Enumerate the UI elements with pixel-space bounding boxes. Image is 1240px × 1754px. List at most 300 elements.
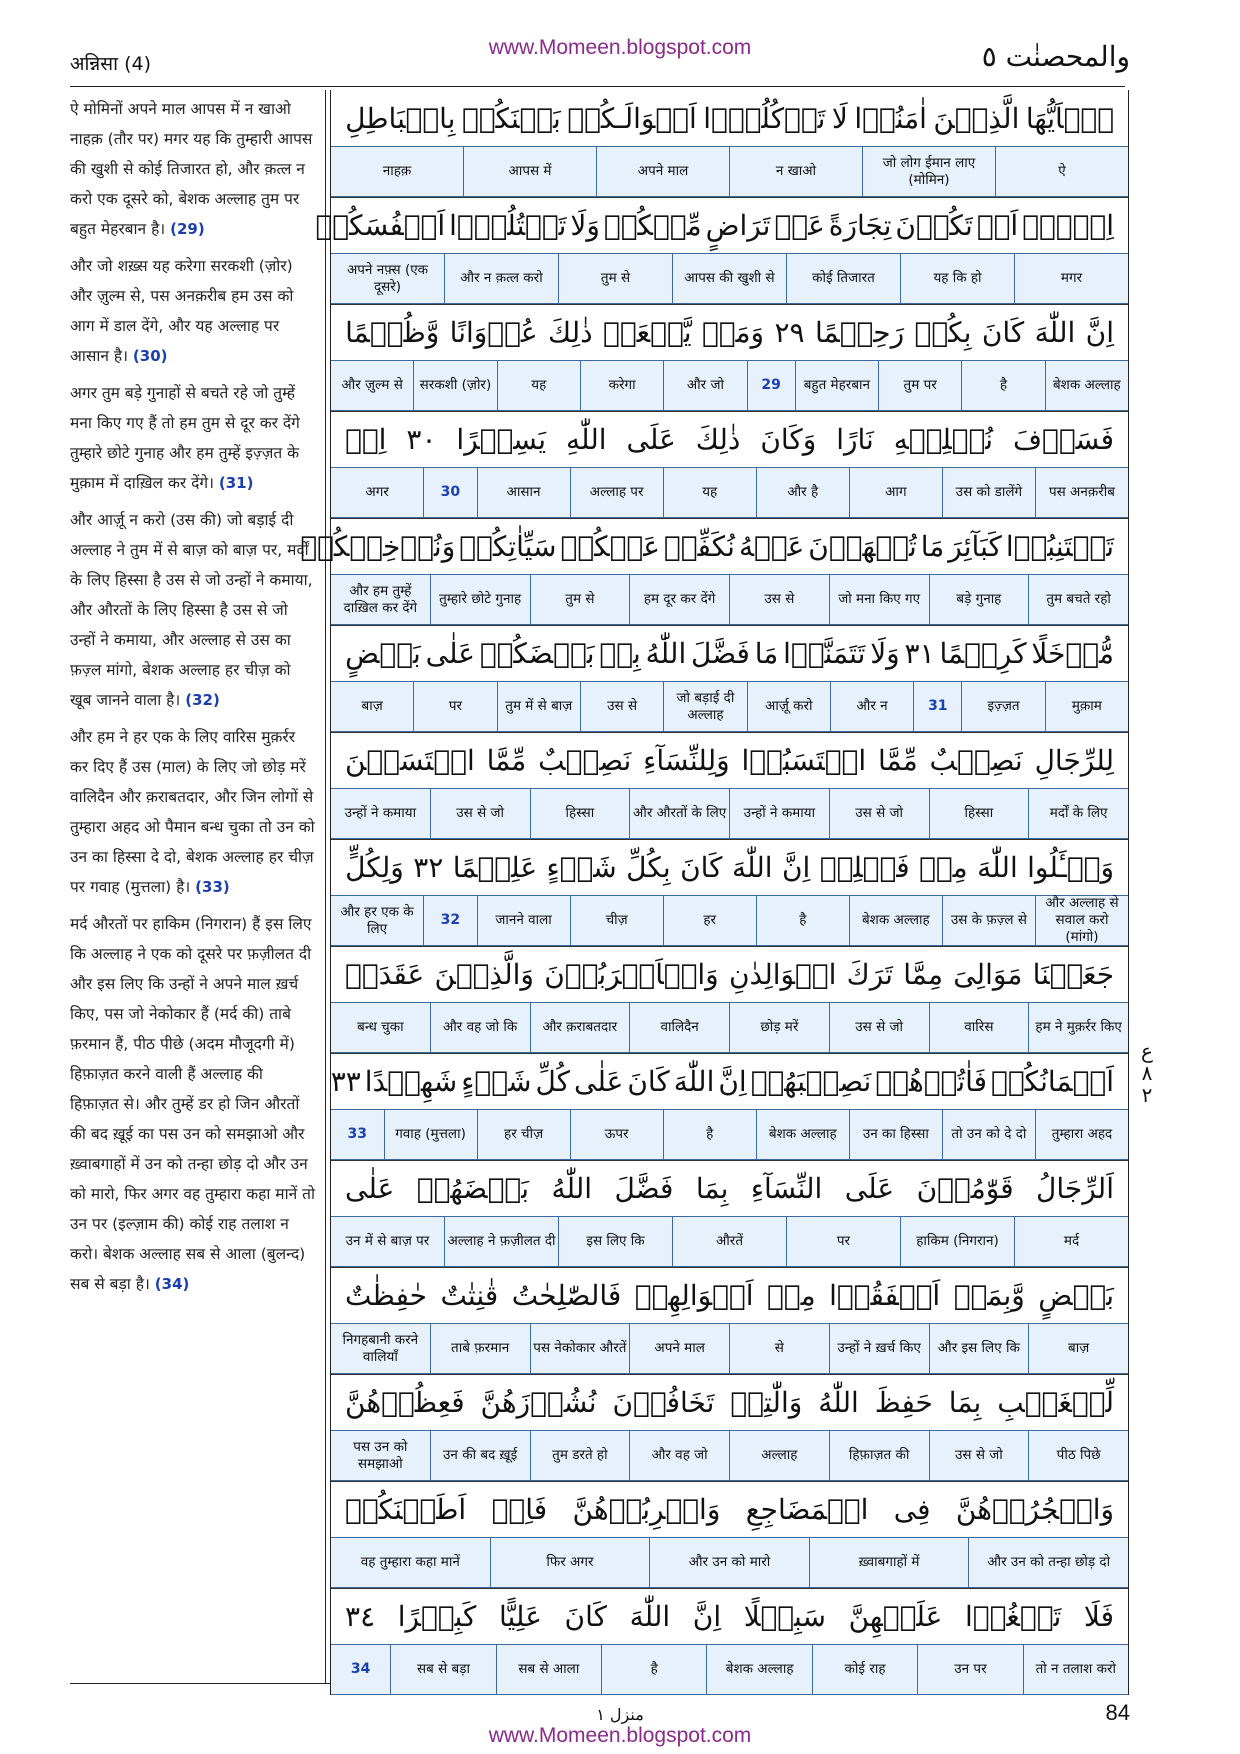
translation-paragraph [70,722,316,902]
arabic-word: فَاِنۡ [491,1493,548,1526]
gloss-cell: बाज़ [361,698,383,714]
gloss-cell: वारिस [929,1003,1029,1052]
gloss-row [331,895,1128,946]
gloss-cell: तुम्हारे छोटे गुनाह [430,575,530,624]
arabic-word: نَارًا [836,423,874,456]
arabic-word: فَعِظُوۡهُنَّ [345,1386,465,1419]
gloss-cell: तुम्हारा अहद [1035,1110,1128,1159]
ruku-marker-glyph: ع [1141,1039,1153,1063]
gloss-cell: और है [756,468,849,517]
gloss-row [331,681,1128,732]
arabic-word: كَبَآئِرَ [948,530,1002,563]
gloss-cell: उस से जो [430,789,530,838]
arabic-word: بَعۡضَهُمۡ [416,1172,529,1205]
gloss-cell: हम ने मुक़र्रर किए [1028,1003,1128,1052]
gloss-verse-number: 31 [913,682,961,731]
gloss-cell: है [663,1110,756,1159]
gloss-row [331,1537,1128,1588]
arabic-line [331,625,1128,681]
arabic-line [315,197,1128,253]
arabic-line [331,839,1128,895]
arabic-word: الَّذِيۡنَ [933,101,1020,135]
gloss-row [331,1644,1128,1695]
gloss-cell: पस उन को समझाओ [353,1438,408,1472]
arabic-line [331,946,1128,1002]
gloss-cell: बेशक अल्लाह [706,1645,811,1694]
arabic-word: بِمَا [695,1172,729,1205]
arabic-word: مَا [920,530,945,563]
gloss-cell: ताबे फ़रमान [430,1324,530,1373]
gloss-cell: वह तुम्हारा कहा मानें [360,1554,460,1570]
arabic-word: ذٰلِكَ [548,316,593,349]
arabic-word: ٣٤ [345,1600,376,1633]
translation-paragraph [70,378,316,498]
arabic-word: سَيِّاٰتِكُمۡ [459,530,557,563]
gloss-cell: अपने माल [629,1324,729,1373]
translation-text: ऐ मोमिनों अपने माल आपस में न खाओ नाहक़ (तौर पर) मगर यह कि तुम्हारी आपस की खुशी से कोई तिजारत हो, और क़त्ल न करो एक दूसरे को, बेशक अल्लाह तुम पर बहुत मेहरबान है। [70,100,313,238]
gloss-row [331,1109,1128,1160]
arabic-word: اللّٰهُ [645,637,687,670]
arabic-word: كَانَ [564,1600,607,1633]
arabic-word: عَنۡهُ [738,530,805,563]
ruku-marker-glyph: ٨ [1141,1061,1153,1085]
gloss-cell: उन का हिस्सा [849,1110,942,1159]
arabic-word: فَضَّلَ [614,1172,674,1205]
arabic-word: نَصِيۡبَهُمۡ [750,1065,872,1098]
gloss-cell: आर्ज़ू करो [747,682,830,731]
gloss-cell: ऐ [995,147,1128,196]
arabic-word: الۡوَالِدٰنِ [728,958,837,991]
arabic-word: لَا [831,101,848,135]
arabic-line [331,1160,1128,1216]
translation-paragraph [70,251,316,371]
gloss-cell: और वह जो [629,1431,729,1480]
gloss-cell: न खाओ [729,147,862,196]
gloss-cell: नाहक़ [382,163,412,179]
gloss-cell: और वह जो कि [430,1003,530,1052]
arabic-word: الۡمَضَاجِعِ [745,1493,869,1526]
arabic-word: رَحِيۡمًا [814,316,905,349]
arabic-word: عَنۡكُمۡ [560,530,660,563]
arabic-word: اَنۡ [976,209,1019,242]
gloss-cell: तुम डरते हो [530,1431,630,1480]
arabic-word: وَالَّذِيۡنَ [434,958,534,991]
arabic-word: تَقۡتُلُوۡۤا [449,209,567,242]
arabic-word: ٣٢ [413,851,444,884]
gloss-row [331,146,1128,197]
gloss-row [331,574,1128,625]
arabic-word: فَضَّلَ [691,637,750,670]
arabic-word: كَرِيۡمًا [939,637,1027,670]
arabic-word: اللّٰهَ [1034,316,1076,349]
gloss-cell: है [601,1645,706,1694]
arabic-word: قٰنِتٰتٌ [440,1279,499,1312]
gloss-cell: ख़्वाबगाहों में [809,1538,969,1587]
gloss-cell: पर [786,1217,900,1266]
gloss-cell: और उन को तन्हा छोड़ दो [968,1538,1128,1587]
arabic-word: اٰمَنُوۡا [854,101,927,135]
gloss-cell: है [756,896,849,945]
gloss-cell: और हम तुम्हें दाख़िल कर देंगे [343,582,418,616]
translation-text: अगर तुम बड़े गुनाहों से बचते रहे जो तुम्हें मना किए गए हैं तो हम तुम से दूर कर देंगे तुम्हारे छोटे गुनाह और हम तुम्हें इज़्ज़त के मुक़ाम में दाख़िल कर देंगे। [70,384,300,492]
arabic-word: اِلَّاۤ [1022,209,1114,242]
gloss-verse-number: 29 [747,361,795,410]
gloss-cell: पीठ पिछे [1028,1431,1128,1480]
arabic-word: النِّسَآءِ [750,1172,823,1205]
arabic-line [331,1481,1128,1537]
gloss-cell: आपस की खुशी से [672,254,786,303]
verse-number: (31) [218,474,254,492]
column-divider [325,90,326,1684]
arabic-word: فَاٰتُوۡهُمۡ [875,1065,988,1098]
gloss-row [331,467,1128,518]
translation-text: और हम ने हर एक के लिए वारिस मुक़र्रर कर दिए हैं उस (माल) के लिए जो छोड़ मरें वालिदैन और क़राबतदार, और जिन लोगों से तुम्हारा अहद ओ पैमान बन्ध चुका तो उन को उन का हिस्सा दे दो, बेशक अल्लाह हर चीज़ पर गवाह (मुत्तला) है। [70,728,315,896]
gloss-cell: आपस में [463,147,596,196]
gloss-cell: और ज़ुल्म से [341,377,403,393]
arabic-word: نَصِيۡبٌ [538,744,632,777]
gloss-cell: हिफ़ाज़त की [829,1431,929,1480]
arabic-word: عَنۡ [774,209,825,242]
arabic-word: فَلَا [1083,1600,1114,1633]
gloss-cell: बेशक अल्लाह [849,896,942,945]
arabic-word: وَاضۡرِبُوۡهُنَّ [572,1493,721,1526]
arabic-word: اللّٰهُ [551,1172,593,1205]
arabic-word: وَّبِمَاۤ [953,1279,1025,1312]
gloss-cell: से [729,1324,829,1373]
arabic-word: نُشُوۡزَهُنَّ [480,1386,597,1419]
gloss-cell: और न [830,682,913,731]
arabic-word: اِنَّ [692,1600,722,1633]
manzil-label: منزل ١ [596,1705,644,1724]
arabic-word: وَكَانَ [760,423,817,456]
gloss-cell: हाकिम (निगरान) [900,1217,1014,1266]
arabic-word: تَتَمَنَّوۡا [783,637,866,670]
gloss-row [331,1430,1128,1481]
arabic-word: فِى [893,1493,931,1526]
arabic-word: ٣١ [904,637,935,670]
gloss-cell: मर्द [1014,1217,1128,1266]
arabic-word: اللّٰهَ [731,851,773,884]
arabic-word: مِّنۡكُمۡ [603,209,702,242]
arabic-word: وَالۡاَقۡرَبُوۡنَ [544,958,719,991]
arabic-word: كَبِيۡرًا [397,1600,477,1633]
arabic-word: تَجۡتَنِبُوۡا [1005,530,1114,563]
arabic-word: وَالّٰتِىۡ [730,1386,803,1419]
gloss-cell: यह [497,361,580,410]
arabic-word: شَىۡءٍ [461,1065,532,1098]
arabic-word: بِمَا [948,1386,982,1419]
gloss-cell: उन की बद ख़ूई [430,1431,530,1480]
gloss-cell: छोड़ मरें [729,1003,829,1052]
gloss-verse-number: 33 [347,1126,368,1142]
gloss-row [331,253,1128,304]
arabic-word: مِنۡ [766,1279,816,1312]
arabic-word: وَسۡـَٔلُوا [1027,851,1114,884]
arabic-line [331,732,1128,788]
gloss-cell: मुक़ाम [1045,682,1128,731]
arabic-word: ٣٠ [406,423,437,456]
gloss-cell: हिस्सा [530,789,630,838]
gloss-cell: तो न तलाश करो [1023,1645,1128,1694]
gloss-cell: हिस्सा [929,789,1029,838]
gloss-cell: उन्हों ने ख़र्च किए [829,1324,929,1373]
arabic-word: عَلٰى [345,1172,395,1205]
juz-title: والمحصنٰت ٥ [981,40,1130,73]
gloss-cell: तुम में से बाज़ [497,682,580,731]
arabic-word: كَانَ [627,1065,670,1098]
gloss-cell: और इस लिए कि [929,1324,1029,1373]
arabic-word: سَبِيۡلًا [743,1600,826,1633]
gloss-cell: अल्लाह ने फ़ज़ीलत दी [444,1217,558,1266]
gloss-cell: चीज़ [570,896,663,945]
gloss-cell: सब से बड़ा [390,1645,495,1694]
verse-number: (30) [132,347,168,365]
header-rule [70,86,1125,87]
arabic-word: وَمَنۡ [701,316,765,349]
arabic-word: جَعَلۡنَا [1032,958,1114,991]
arabic-word: ٣٣ [330,1065,361,1098]
gloss-row [331,1216,1128,1267]
arabic-line [331,1588,1128,1644]
gloss-cell: और अल्लाह से सवाल करो (मांगो) [1035,896,1128,945]
gloss-cell: पस अनक़रीब [1035,468,1128,517]
arabic-word: تَبۡغُوۡا [965,1600,1062,1633]
arabic-word: تَرَكَ [846,958,893,991]
arabic-word: اَنۡفَقُوۡا [829,1279,941,1312]
arabic-word: عَلِيًّا [498,1600,542,1633]
arabic-line [331,90,1128,146]
gloss-cell: और औरतों के लिए [629,789,729,838]
arabic-word: حٰفِظٰتٌ [345,1279,427,1312]
gloss-cell: हम दूर कर देंगे [629,575,729,624]
translation-text: मर्द औरतों पर हाकिम (निगरान) हैं इस लिए कि अल्लाह ने एक को दूसरे पर फ़ज़ीलत दी और इस लिए कि उन्हों ने अपने माल ख़र्च किए, पस जो नेकोकार हैं (मर्द की) ताबे फ़रमान हैं, पीठ पीछे (अदम मौजूदगी में) हिफ़ाज़त करने वाली हैं अल्लाह की हिफ़ाज़त से। और तुम्हें डर हो जिन औरतों की बद ख़ूई का पस उन को समझाओ और ख़्वाबगाहों में उन को तन्हा छोड़ दो और उन को मारो, फिर अगर वह तुम्हारा कहा मानें तो उन पर (इल्ज़ाम की) कोई राह तलाश न करो। बेशक अल्लाह सब से आला (बुलन्द) सब से बड़ा है। [70,915,315,1293]
gloss-row [331,1002,1128,1053]
translation-text: और जो शख़्स यह करेगा सरकशी (ज़ोर) और ज़ुल्म से, पस अनक़रीब हम उस को आग में डाल देंगे, और यह अल्लाह पर आसान है। [70,257,294,365]
gloss-cell: आसान [477,468,570,517]
arabic-word: اَمۡوَالَـكُمۡ [567,101,697,135]
gloss-cell: ऊपर [570,1110,663,1159]
arabic-word: وَّظُلۡمًا [345,316,440,349]
gloss-cell: पर [413,682,496,731]
arabic-word: وَاهۡجُرُوۡهُنَّ [955,1493,1114,1526]
gloss-cell: उन में से बाज़ पर [345,1233,430,1249]
translation-paragraph [70,909,316,1299]
arabic-word: اللّٰهَ [977,851,1018,884]
arabic-word: تُنۡهَوۡنَ [808,530,917,563]
arabic-word: اَيۡمَانُكُمۡ [991,1065,1114,1098]
gloss-cell: उस को डालेंगे [942,468,1035,517]
ruku-marker-glyph: ٢ [1141,1083,1153,1107]
gloss-cell: बाज़ [1028,1324,1128,1373]
gloss-cell: आग [849,468,942,517]
page-number: 84 [1105,1700,1130,1725]
gloss-cell: जानने वाला [477,896,570,945]
gloss-cell: कोई तिजारत [786,254,900,303]
gloss-cell: हर चीज़ [477,1110,570,1159]
verse-number: (32) [185,691,220,709]
gloss-cell: जो मना किए गए [829,575,929,624]
arabic-word: تَرَاضٍ [705,209,771,242]
arabic-word: ذٰلِكَ [695,423,741,456]
arabic-word: عَلِيۡمًا [452,851,538,884]
arabic-word: عَقَدَتۡ [345,958,425,991]
gloss-verse-number: 32 [423,896,476,945]
gloss-cell: उस से [580,682,663,731]
arabic-word: فَضۡلِهٖ [819,851,910,884]
arabic-word: مِنۡ [919,851,968,884]
arabic-word: فَالصّٰلِحٰتُ [511,1279,622,1312]
arabic-word: بِكُلِّ [626,851,671,884]
arabic-word: اللّٰهَ [629,1600,671,1633]
translation-paragraph [70,505,316,715]
arabic-word: اكۡتَسَبۡنَ [345,744,475,777]
arabic-word: كُلِّ [535,1065,570,1098]
footer-url[interactable]: www.Momeen.blogspot.com [488,1724,752,1747]
gloss-cell: बेशक अल्लाह [756,1110,849,1159]
arabic-word: مِمَّا [903,958,943,991]
gloss-cell: और उन को मारो [649,1538,809,1587]
gloss-verse-number: 30 [423,468,476,517]
gloss-cell: और जो [663,361,746,410]
gloss-cell: और न क़त्ल करो [444,254,558,303]
arabic-word: اِنَّ [781,851,811,884]
gloss-cell: यह [663,468,756,517]
arabic-word: مَا [754,637,779,670]
gloss-cell: इस लिए कि [558,1217,672,1266]
gloss-cell: मर्दों के लिए [1028,789,1128,838]
arabic-word: اَلرِّجَالُ [1036,1172,1114,1205]
arabic-word: فَسَوۡفَ [1013,423,1114,456]
arabic-word: لِلرِّجَالِ [1034,744,1114,777]
verse-number: (34) [154,1275,190,1293]
gloss-cell: बेशक अल्लाह [1045,361,1128,410]
gloss-cell: तो उन को दे दो [942,1110,1035,1159]
gloss-cell: अपने नफ़्स (एक दूसरे) [346,261,429,295]
gloss-cell: है [961,361,1044,410]
gloss-cell: उस से [729,575,829,624]
arabic-line [331,1267,1128,1323]
arabic-word: تِجَارَةً [828,209,892,242]
arabic-word: نَصِيۡبٌ [929,744,1023,777]
arabic-word: بَعۡضٍ [345,637,421,670]
arabic-word: مَوَالِىَ [953,958,1023,991]
arabic-word: تَخَافُوۡنَ [612,1386,715,1419]
gloss-cell: बहुत मेहरबान [795,361,878,410]
gloss-cell: उस के फ़ज़्ल से [942,896,1035,945]
arabic-word: وَنُدۡخِلۡكُمۡ [300,530,456,563]
gloss-cell: गवाह (मुत्तला) [384,1110,477,1159]
arabic-word: مِّمَّا [877,744,918,777]
arabic-word: اللّٰهَ [673,1065,715,1098]
arabic-word: قَوّٰمُوۡنَ [916,1172,1014,1205]
gloss-cell: जो बड़ाई दी अल्लाह [663,682,746,731]
gloss-cell: बड़े गुनाह [929,575,1029,624]
arabic-line [300,518,1128,574]
arabic-word: ٢٩ [774,316,805,349]
arabic-word: مُّدۡخَلًا [1031,637,1114,670]
header-url[interactable]: www.Momeen.blogspot.com [488,36,752,59]
arabic-word: مِّمَّا [486,744,527,777]
arabic-word: تَاۡكُلُوۡۤا [703,101,826,135]
gloss-cell: उस से जो [829,1003,929,1052]
gloss-cell: औरतें [672,1217,786,1266]
verse-number: (29) [170,220,205,238]
arabic-word: بَعۡضَكُمۡ [479,637,595,670]
arabic-word: اِنَّ [718,1065,747,1098]
arabic-line [331,1374,1128,1430]
arabic-word: نُكَفِّرۡ [663,530,735,563]
arabic-word: بِكُمۡ [914,316,972,349]
gloss-cell: जो लोग ईमान लाए (मोमिन) [862,147,995,196]
word-by-word-column [300,90,1129,1695]
translation-paragraph [70,94,316,244]
arabic-word: يَّفۡعَلۡ [603,316,692,349]
arabic-word: وَلِلنِّسَآءِ [643,744,730,777]
gloss-cell: तुम से [558,254,672,303]
arabic-word: حَفِظَ [874,1386,933,1419]
gloss-row [331,360,1128,411]
arabic-word: عَلَى [626,423,676,456]
arabic-word: اِنَّ [1085,316,1114,349]
gloss-cell: और हर एक के लिए [340,903,414,937]
arabic-word: عَلٰى [425,637,475,670]
arabic-word: عُدۡوَانًا [449,316,538,349]
gloss-cell: इज़्ज़त [961,682,1044,731]
gloss-row [331,788,1128,839]
gloss-cell: बन्ध चुका [357,1019,404,1035]
arabic-word: عَلٰى [574,1065,624,1098]
arabic-word: وَلَا [870,637,900,670]
arabic-word: اَنۡفُسَكُمۡ [315,209,446,242]
gloss-cell: यह कि हो [900,254,1014,303]
surah-title: अन्निसा (4) [70,53,151,75]
arabic-word: يَسِيۡرًا [456,423,547,456]
arabic-word: اَطَعۡنَكُمۡ [345,1493,467,1526]
arabic-word: لِّلۡغَيۡبِ [997,1386,1114,1419]
gloss-cell: उन्हों ने कमाया [344,805,417,821]
gloss-cell: उस से जो [929,1431,1029,1480]
arabic-word: بَعۡضٍ [1038,1279,1114,1312]
gloss-cell: तुम पर [878,361,961,410]
arabic-word: نُصۡلِيۡهِ [893,423,994,456]
gloss-cell: कोई राह [812,1645,917,1694]
arabic-word: اكۡتَسَبُوۡا [741,744,867,777]
gloss-cell: वालिदैन [629,1003,729,1052]
arabic-word: اللّٰهُ [818,1386,859,1419]
gloss-cell: तुम बचते रहो [1028,575,1128,624]
arabic-word: بِهٖ [599,637,641,670]
gloss-cell: पस नेकोकार औरतें [530,1324,630,1373]
gloss-cell: तुम से [530,575,630,624]
gloss-cell: उन्हों ने कमाया [729,789,829,838]
arabic-word: وَلِكُلٍّ [345,851,404,884]
gloss-cell: फिर अगर [490,1538,650,1587]
gloss-cell: सब से आला [496,1645,601,1694]
arabic-line [331,411,1128,467]
gloss-cell: अपने माल [596,147,729,196]
arabic-word: اَمۡوَالِهِمۡ [634,1279,754,1312]
arabic-word: كَانَ [981,316,1025,349]
arabic-word: كَانَ [680,851,723,884]
gloss-verse-number: 34 [350,1661,371,1677]
arabic-word: بَيۡنَكُمۡ [461,101,561,135]
gloss-cell: हर [663,896,756,945]
arabic-word: شَهِيۡدًا [364,1065,458,1098]
arabic-word: اِنۡ [345,423,387,456]
ruku-marker [1135,1040,1159,1106]
gloss-cell: अल्लाह [729,1431,829,1480]
gloss-cell: मगर [1014,254,1128,303]
